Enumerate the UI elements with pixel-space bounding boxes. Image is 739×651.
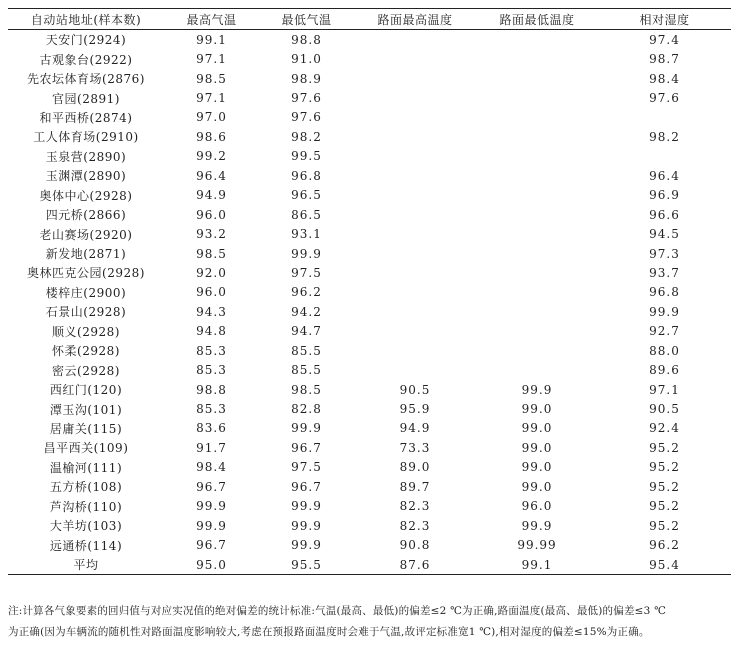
table-row xyxy=(8,244,731,263)
cell-max-road-temp: 94.9 xyxy=(399,421,431,436)
table-row xyxy=(8,147,731,166)
cell-max-air-temp: 96.0 xyxy=(196,285,227,300)
cell-max-air-temp: 98.6 xyxy=(196,129,227,144)
cell-min-air-temp: 96.7 xyxy=(291,440,322,455)
cell-max-road-temp xyxy=(354,244,476,263)
cell-max-air-temp: 97.1 xyxy=(196,91,227,106)
cell-site: 奥体中心(2928) xyxy=(39,188,133,203)
cell-humidity xyxy=(598,108,731,127)
cell-min-air-temp: 98.8 xyxy=(291,32,322,47)
cell-humidity: 94.5 xyxy=(649,227,680,242)
cell-min-road-temp xyxy=(476,30,598,50)
cell-max-road-temp xyxy=(354,205,476,224)
cell-site: 四元桥(2866) xyxy=(45,208,127,223)
cell-max-air-temp: 98.8 xyxy=(196,382,227,397)
stats-table xyxy=(8,8,731,575)
cell-min-air-temp: 93.1 xyxy=(291,227,322,242)
cell-min-air-temp: 96.2 xyxy=(291,285,322,300)
table-row xyxy=(8,458,731,477)
cell-min-road-temp xyxy=(476,108,598,127)
table-row xyxy=(8,419,731,438)
cell-max-road-temp: 90.5 xyxy=(399,382,431,397)
table-row xyxy=(8,263,731,282)
cell-site: 工人体育场(2910) xyxy=(33,130,139,145)
data-table-container xyxy=(8,8,731,575)
cell-site: 新发地(2871) xyxy=(45,247,127,262)
cell-min-air-temp: 99.9 xyxy=(291,246,322,261)
cell-max-air-temp: 98.5 xyxy=(196,246,227,261)
cell-min-air-temp: 85.5 xyxy=(291,343,322,358)
cell-max-road-temp: 89.0 xyxy=(399,460,431,475)
cell-max-air-temp: 97.1 xyxy=(196,52,227,67)
cell-humidity: 92.4 xyxy=(649,421,680,436)
cell-site: 官园(2891) xyxy=(52,91,120,106)
cell-site: 平均 xyxy=(8,555,164,575)
cell-humidity: 98.4 xyxy=(649,71,680,86)
cell-max-air-temp: 83.6 xyxy=(196,421,227,436)
cell-site: 芦沟桥(110) xyxy=(49,499,123,514)
table-row xyxy=(8,205,731,224)
cell-max-road-temp xyxy=(354,69,476,88)
cell-min-road-temp: 99.1 xyxy=(476,555,598,575)
cell-min-road-temp: 99.0 xyxy=(521,421,553,436)
cell-humidity: 98.2 xyxy=(649,129,680,144)
cell-min-air-temp: 99.5 xyxy=(291,149,322,164)
cell-min-road-temp xyxy=(476,322,598,341)
cell-max-road-temp xyxy=(354,263,476,282)
cell-max-air-temp: 94.9 xyxy=(196,188,227,203)
cell-humidity: 97.3 xyxy=(649,246,680,261)
cell-max-air-temp: 96.0 xyxy=(196,207,227,222)
cell-min-air-temp: 97.6 xyxy=(291,91,322,106)
cell-min-road-temp xyxy=(476,49,598,68)
cell-max-road-temp xyxy=(354,322,476,341)
cell-site: 顺义(2928) xyxy=(52,324,120,339)
cell-min-road-temp xyxy=(476,341,598,360)
cell-humidity: 88.0 xyxy=(649,343,680,358)
cell-max-air-temp: 98.4 xyxy=(196,460,227,475)
cell-max-air-temp: 85.3 xyxy=(196,343,227,358)
cell-min-air-temp: 97.6 xyxy=(291,110,322,125)
cell-min-road-temp xyxy=(476,283,598,302)
cell-max-road-temp: 82.3 xyxy=(399,499,431,514)
cell-max-air-temp: 97.0 xyxy=(196,110,227,125)
cell-min-road-temp xyxy=(476,244,598,263)
cell-humidity: 95.4 xyxy=(598,555,731,575)
cell-max-road-temp xyxy=(354,341,476,360)
cell-min-road-temp xyxy=(476,127,598,146)
cell-max-road-temp xyxy=(354,360,476,379)
header-min-road-temp: 路面最低温度 xyxy=(476,9,598,30)
cell-min-air-temp: 97.5 xyxy=(291,460,322,475)
cell-site: 大羊坊(103) xyxy=(49,519,123,534)
cell-min-road-temp xyxy=(476,69,598,88)
cell-max-road-temp: 87.6 xyxy=(354,555,476,575)
cell-max-air-temp: 94.8 xyxy=(196,324,227,339)
cell-humidity: 89.6 xyxy=(649,363,680,378)
cell-max-air-temp: 96.4 xyxy=(196,168,227,183)
cell-min-road-temp xyxy=(476,263,598,282)
cell-min-air-temp: 99.9 xyxy=(291,499,322,514)
cell-humidity: 96.8 xyxy=(649,285,680,300)
cell-site: 远通桥(114) xyxy=(49,538,123,553)
cell-min-air-temp: 94.2 xyxy=(291,304,322,319)
cell-site: 密云(2928) xyxy=(52,363,120,378)
cell-max-road-temp xyxy=(354,127,476,146)
cell-site: 天安门(2924) xyxy=(45,33,127,48)
cell-site: 和平西桥(2874) xyxy=(39,110,133,125)
cell-min-road-temp: 99.0 xyxy=(521,402,553,417)
cell-humidity: 93.7 xyxy=(649,265,680,280)
table-row xyxy=(8,535,731,554)
cell-min-air-temp: 94.7 xyxy=(291,324,322,339)
header-max-road-temp: 路面最高温度 xyxy=(354,9,476,30)
cell-humidity: 98.7 xyxy=(649,52,680,67)
cell-min-road-temp xyxy=(476,360,598,379)
cell-min-road-temp: 99.9 xyxy=(521,518,553,533)
table-row xyxy=(8,49,731,68)
cell-min-road-temp: 99.9 xyxy=(521,382,553,397)
cell-humidity: 96.4 xyxy=(649,168,680,183)
table-row xyxy=(8,224,731,243)
cell-min-air-temp: 85.5 xyxy=(291,363,322,378)
table-row xyxy=(8,322,731,341)
cell-max-road-temp xyxy=(354,302,476,321)
cell-max-road-temp xyxy=(354,224,476,243)
cell-min-air-temp: 96.5 xyxy=(291,188,322,203)
cell-max-road-temp: 73.3 xyxy=(399,440,431,455)
cell-humidity: 96.9 xyxy=(649,188,680,203)
cell-max-road-temp: 95.9 xyxy=(399,402,431,417)
header-min-air-temp: 最低气温 xyxy=(259,9,354,30)
cell-site: 五方桥(108) xyxy=(49,480,123,495)
cell-min-air-temp: 98.2 xyxy=(291,129,322,144)
cell-max-road-temp xyxy=(354,49,476,68)
cell-min-road-temp xyxy=(476,205,598,224)
cell-site: 奥林匹克公园(2928) xyxy=(27,266,145,281)
cell-humidity: 95.2 xyxy=(649,518,680,533)
table-row xyxy=(8,127,731,146)
cell-min-road-temp xyxy=(476,302,598,321)
table-row xyxy=(8,186,731,205)
cell-max-road-temp xyxy=(354,88,476,107)
table-row xyxy=(8,341,731,360)
cell-min-air-temp: 99.9 xyxy=(291,538,322,553)
table-row xyxy=(8,69,731,88)
cell-max-air-temp: 99.1 xyxy=(196,32,227,47)
cell-max-air-temp: 96.7 xyxy=(196,479,227,494)
cell-min-air-temp: 98.5 xyxy=(291,382,322,397)
cell-min-air-temp: 97.5 xyxy=(291,265,322,280)
cell-max-air-temp: 95.0 xyxy=(164,555,259,575)
cell-min-air-temp: 96.8 xyxy=(291,168,322,183)
table-row xyxy=(8,360,731,379)
cell-min-road-temp: 99.0 xyxy=(521,479,553,494)
cell-min-air-temp: 99.9 xyxy=(291,421,322,436)
cell-site: 居庸关(115) xyxy=(49,421,123,436)
table-row xyxy=(8,438,731,457)
cell-min-road-temp xyxy=(476,224,598,243)
cell-site: 西红门(120) xyxy=(49,383,123,398)
table-row xyxy=(8,88,731,107)
cell-site: 温榆河(111) xyxy=(49,460,123,475)
cell-max-air-temp: 96.7 xyxy=(196,538,227,553)
footnote xyxy=(8,601,736,643)
table-row xyxy=(8,477,731,496)
table-header-row xyxy=(8,9,731,30)
cell-min-air-temp: 96.7 xyxy=(291,479,322,494)
cell-site: 玉渊潭(2890) xyxy=(45,169,127,184)
cell-max-road-temp xyxy=(354,108,476,127)
cell-min-road-temp xyxy=(476,88,598,107)
table-row xyxy=(8,516,731,535)
cell-site: 古观象台(2922) xyxy=(39,52,133,67)
cell-max-road-temp: 89.7 xyxy=(399,479,431,494)
table-row xyxy=(8,380,731,399)
cell-humidity: 97.1 xyxy=(649,382,680,397)
cell-site: 楼梓庄(2900) xyxy=(45,285,127,300)
cell-min-road-temp: 96.0 xyxy=(521,499,553,514)
cell-site: 潭玉沟(101) xyxy=(49,402,123,417)
table-row xyxy=(8,30,731,50)
cell-min-air-temp: 95.5 xyxy=(259,555,354,575)
cell-max-air-temp: 94.3 xyxy=(196,304,227,319)
cell-max-air-temp: 85.3 xyxy=(196,402,227,417)
cell-min-air-temp: 91.0 xyxy=(291,52,322,67)
cell-humidity: 95.2 xyxy=(649,460,680,475)
cell-max-road-temp xyxy=(354,283,476,302)
footnote-line-1: 注:计算各气象要素的回归值与对应实况值的绝对偏差的统计标准:气温(最高、最低)的偏差≤2 ℃为正确,路面温度(最高、最低)的偏差≤3 ℃ xyxy=(8,605,667,617)
cell-site: 石景山(2928) xyxy=(45,305,127,320)
cell-max-road-temp xyxy=(354,166,476,185)
cell-min-air-temp: 98.9 xyxy=(291,71,322,86)
footnote-line-2: 为正确(因为车辆流的随机性对路面温度影响较大,考虑在预报路面温度时会难于气温,故评定标准宽1 ℃),相对湿度的偏差≤15%为正确。 xyxy=(8,626,650,638)
cell-max-road-temp xyxy=(354,147,476,166)
header-humidity: 相对湿度 xyxy=(598,9,731,30)
cell-max-air-temp: 92.0 xyxy=(196,265,227,280)
cell-site: 先农坛体育场(2876) xyxy=(27,72,145,87)
cell-humidity: 92.7 xyxy=(649,324,680,339)
cell-min-air-temp: 82.8 xyxy=(291,402,322,417)
cell-max-road-temp xyxy=(354,30,476,50)
cell-max-air-temp: 93.2 xyxy=(196,227,227,242)
cell-site: 老山赛场(2920) xyxy=(39,227,133,242)
cell-min-road-temp: 99.0 xyxy=(521,460,553,475)
cell-max-air-temp: 85.3 xyxy=(196,363,227,378)
cell-humidity: 97.6 xyxy=(649,91,680,106)
header-max-air-temp: 最高气温 xyxy=(164,9,259,30)
cell-min-road-temp xyxy=(476,186,598,205)
header-site: 自动站地址(样本数) xyxy=(8,9,164,30)
cell-max-road-temp: 90.8 xyxy=(399,538,431,553)
cell-min-air-temp: 86.5 xyxy=(291,207,322,222)
cell-site: 昌平西关(109) xyxy=(43,441,129,456)
table-row xyxy=(8,108,731,127)
cell-max-road-temp xyxy=(354,186,476,205)
table-row xyxy=(8,302,731,321)
cell-humidity: 99.9 xyxy=(649,304,680,319)
cell-humidity: 95.2 xyxy=(649,499,680,514)
cell-humidity: 96.6 xyxy=(649,207,680,222)
table-row xyxy=(8,555,731,575)
cell-min-road-temp: 99.99 xyxy=(517,538,557,553)
cell-humidity: 95.2 xyxy=(649,440,680,455)
cell-max-air-temp: 98.5 xyxy=(196,71,227,86)
cell-max-air-temp: 99.9 xyxy=(196,499,227,514)
cell-min-road-temp xyxy=(476,166,598,185)
cell-max-air-temp: 91.7 xyxy=(196,440,227,455)
cell-humidity: 96.2 xyxy=(649,538,680,553)
cell-max-air-temp: 99.9 xyxy=(196,518,227,533)
cell-site: 怀柔(2928) xyxy=(52,344,120,359)
table-row xyxy=(8,283,731,302)
cell-min-road-temp: 99.0 xyxy=(521,440,553,455)
cell-site: 玉泉营(2890) xyxy=(45,149,127,164)
cell-min-road-temp xyxy=(476,147,598,166)
cell-humidity: 90.5 xyxy=(649,402,680,417)
table-body xyxy=(8,30,731,575)
table-row xyxy=(8,399,731,418)
cell-humidity xyxy=(598,147,731,166)
table-row xyxy=(8,166,731,185)
cell-max-road-temp: 82.3 xyxy=(399,518,431,533)
cell-humidity: 97.4 xyxy=(649,32,680,47)
cell-max-air-temp: 99.2 xyxy=(196,149,227,164)
cell-humidity: 95.2 xyxy=(649,479,680,494)
cell-min-air-temp: 99.9 xyxy=(291,518,322,533)
table-row xyxy=(8,497,731,516)
